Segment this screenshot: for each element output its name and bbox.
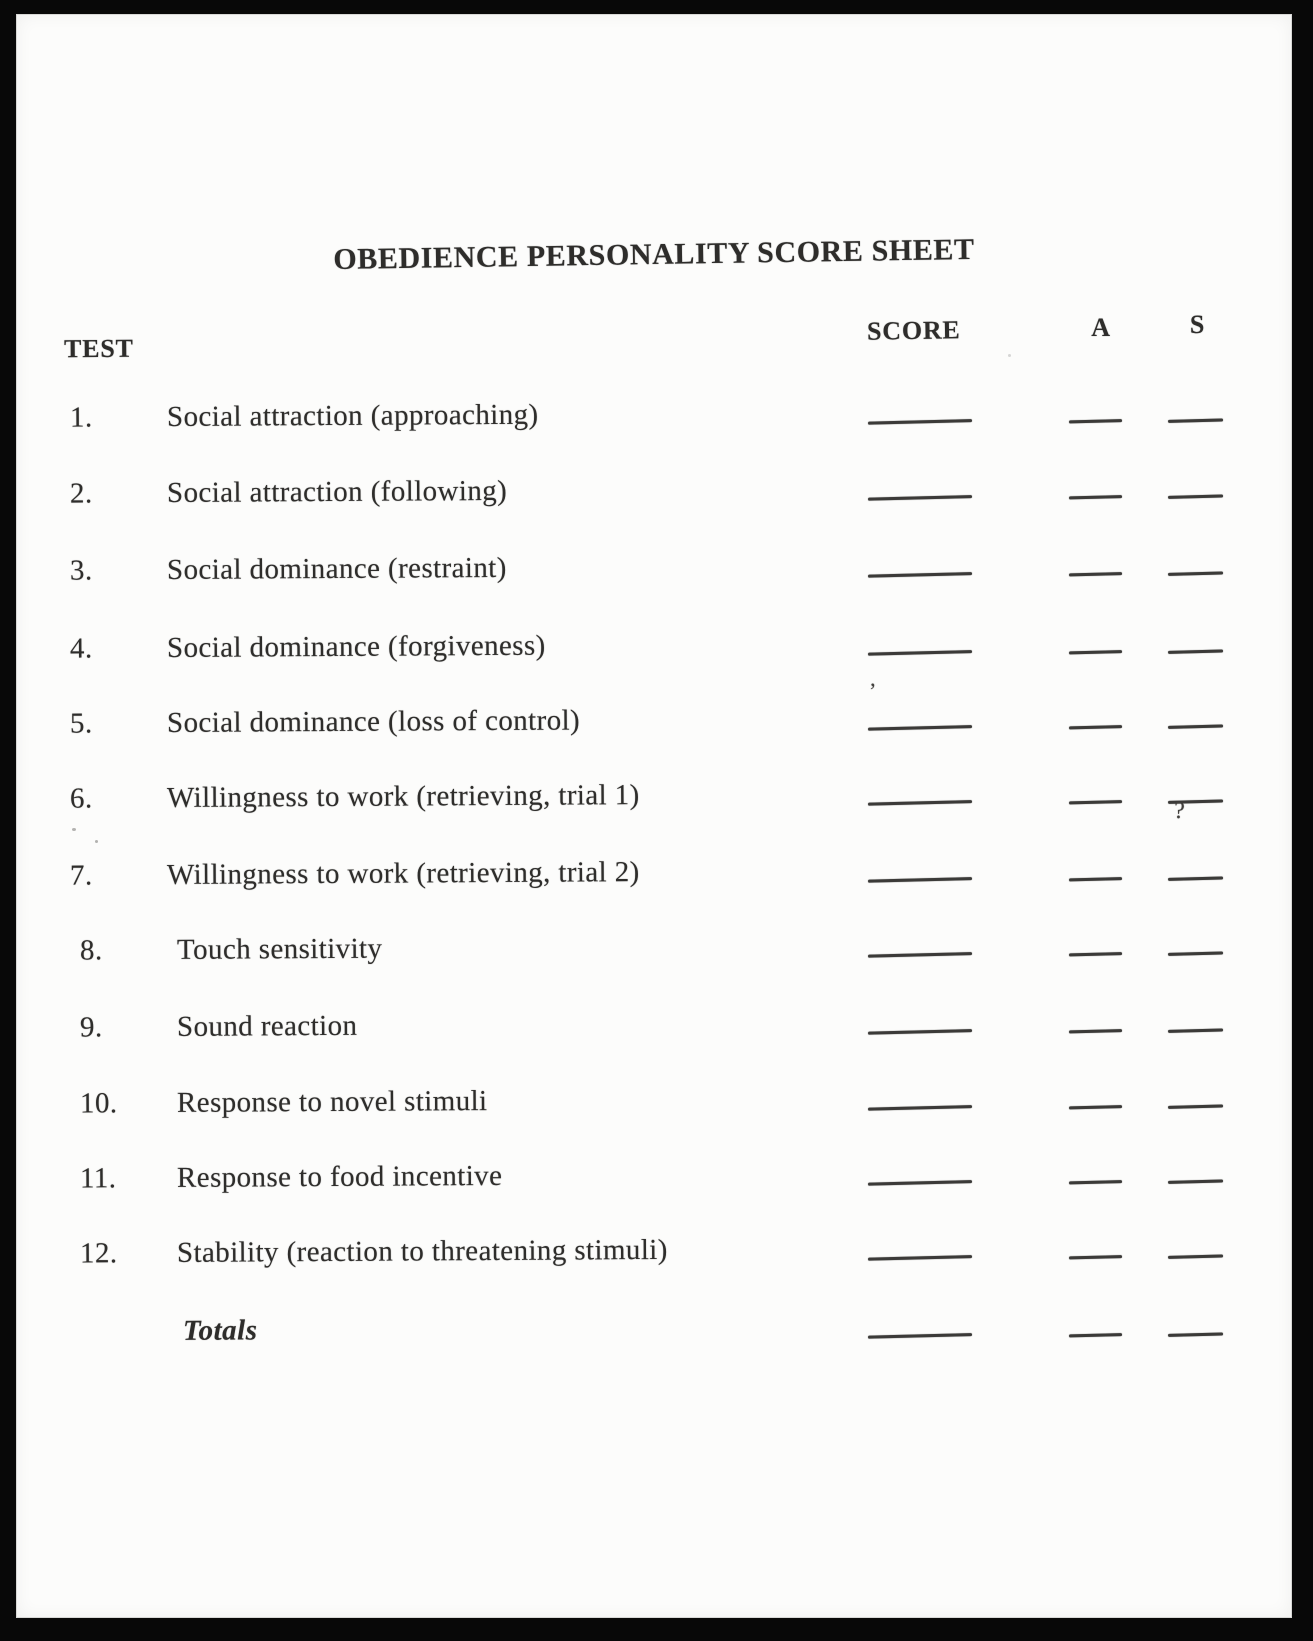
test-label: Social dominance (loss of control): [166, 704, 581, 739]
scan-speckle: [72, 828, 76, 831]
column-header-test: TEST: [63, 333, 134, 364]
score-blank-line: [868, 419, 972, 425]
totals-a-blank-line: [1069, 1333, 1122, 1337]
test-label: Social dominance (forgiveness): [166, 629, 546, 664]
score-blank-line: [868, 725, 972, 731]
s-blank-line: [1168, 1254, 1223, 1258]
test-number: 5.: [69, 707, 93, 740]
score-blank-line: [868, 1029, 972, 1035]
test-number: 1.: [69, 401, 93, 434]
scan-speckle: [1008, 354, 1011, 357]
column-header-s: S: [1189, 310, 1206, 339]
test-row: [16, 624, 1292, 670]
test-label: Response to novel stimuli: [176, 1085, 488, 1119]
s-blank-line: [1168, 876, 1223, 880]
s-blank-line: [1168, 1028, 1223, 1032]
score-blank-line: [868, 952, 972, 958]
s-blank-line: [1168, 1179, 1223, 1183]
test-number: 10.: [79, 1087, 118, 1120]
scan-artifact-apostrophe: ’: [869, 678, 877, 703]
test-row: [16, 1229, 1292, 1275]
score-blank-line: [868, 800, 972, 806]
test-row: [16, 393, 1292, 439]
score-blank-line: [868, 572, 972, 578]
a-blank-line: [1069, 1255, 1122, 1259]
page-title: OBEDIENCE PERSONALITY SCORE SHEET: [333, 232, 975, 277]
column-header-a: A: [1091, 313, 1111, 342]
a-blank-line: [1069, 1029, 1122, 1033]
s-blank-line: [1168, 1104, 1223, 1108]
score-blank-line: [868, 1255, 972, 1261]
test-row: [16, 546, 1292, 592]
scan-artifact-question-mark: ?: [1173, 797, 1186, 825]
score-blank-line: [868, 650, 972, 656]
test-number: 8.: [79, 934, 103, 967]
test-number: 6.: [69, 782, 93, 815]
test-label: Stability (reaction to threatening stimuli): [176, 1233, 668, 1269]
s-blank-line: [1168, 649, 1223, 653]
test-number: 4.: [69, 632, 93, 665]
test-number: 3.: [69, 554, 93, 587]
a-blank-line: [1069, 952, 1122, 956]
totals-row: [16, 1307, 1292, 1353]
test-label: Social attraction (following): [166, 474, 508, 509]
a-blank-line: [1069, 877, 1122, 881]
test-label: Social dominance (restraint): [166, 551, 507, 586]
test-label: Response to food incentive: [176, 1159, 503, 1194]
a-blank-line: [1069, 419, 1122, 423]
s-blank-line: [1168, 951, 1223, 955]
test-number: 11.: [79, 1162, 117, 1195]
test-number: 12.: [79, 1237, 118, 1270]
s-blank-line: [1168, 724, 1223, 728]
totals-label: Totals: [182, 1314, 258, 1347]
a-blank-line: [1069, 495, 1122, 499]
a-blank-line: [1069, 800, 1122, 804]
test-row: [16, 851, 1292, 897]
totals-s-blank-line: [1168, 1332, 1223, 1336]
test-row: [16, 699, 1292, 745]
test-row: [16, 1003, 1292, 1049]
test-row: [16, 774, 1292, 820]
score-blank-line: [868, 877, 972, 883]
paper-sheet: [16, 14, 1292, 1618]
test-number: 2.: [69, 477, 93, 510]
test-label: Willingness to work (retrieving, trial 1): [166, 779, 640, 814]
test-row: [16, 1154, 1292, 1200]
s-blank-line: [1168, 494, 1223, 498]
score-blank-line: [868, 1180, 972, 1186]
test-label: Social attraction (approaching): [166, 398, 539, 433]
test-row: [16, 1079, 1292, 1125]
test-number: 9.: [79, 1011, 103, 1044]
test-row: [16, 469, 1292, 515]
test-label: Touch sensitivity: [176, 932, 383, 966]
totals-score-blank-line: [868, 1333, 972, 1339]
test-label: Willingness to work (retrieving, trial 2): [166, 856, 640, 891]
s-blank-line: [1168, 571, 1223, 575]
column-header-score: SCORE: [866, 315, 961, 346]
a-blank-line: [1069, 1105, 1122, 1109]
test-label: Sound reaction: [176, 1009, 358, 1043]
test-number: 7.: [69, 859, 93, 892]
test-row: [16, 926, 1292, 972]
score-blank-line: [868, 495, 972, 501]
a-blank-line: [1069, 650, 1122, 654]
a-blank-line: [1069, 1180, 1122, 1184]
a-blank-line: [1069, 572, 1122, 576]
s-blank-line: [1168, 418, 1223, 422]
a-blank-line: [1069, 725, 1122, 729]
score-blank-line: [868, 1105, 972, 1111]
scan-speckle: [95, 840, 98, 843]
